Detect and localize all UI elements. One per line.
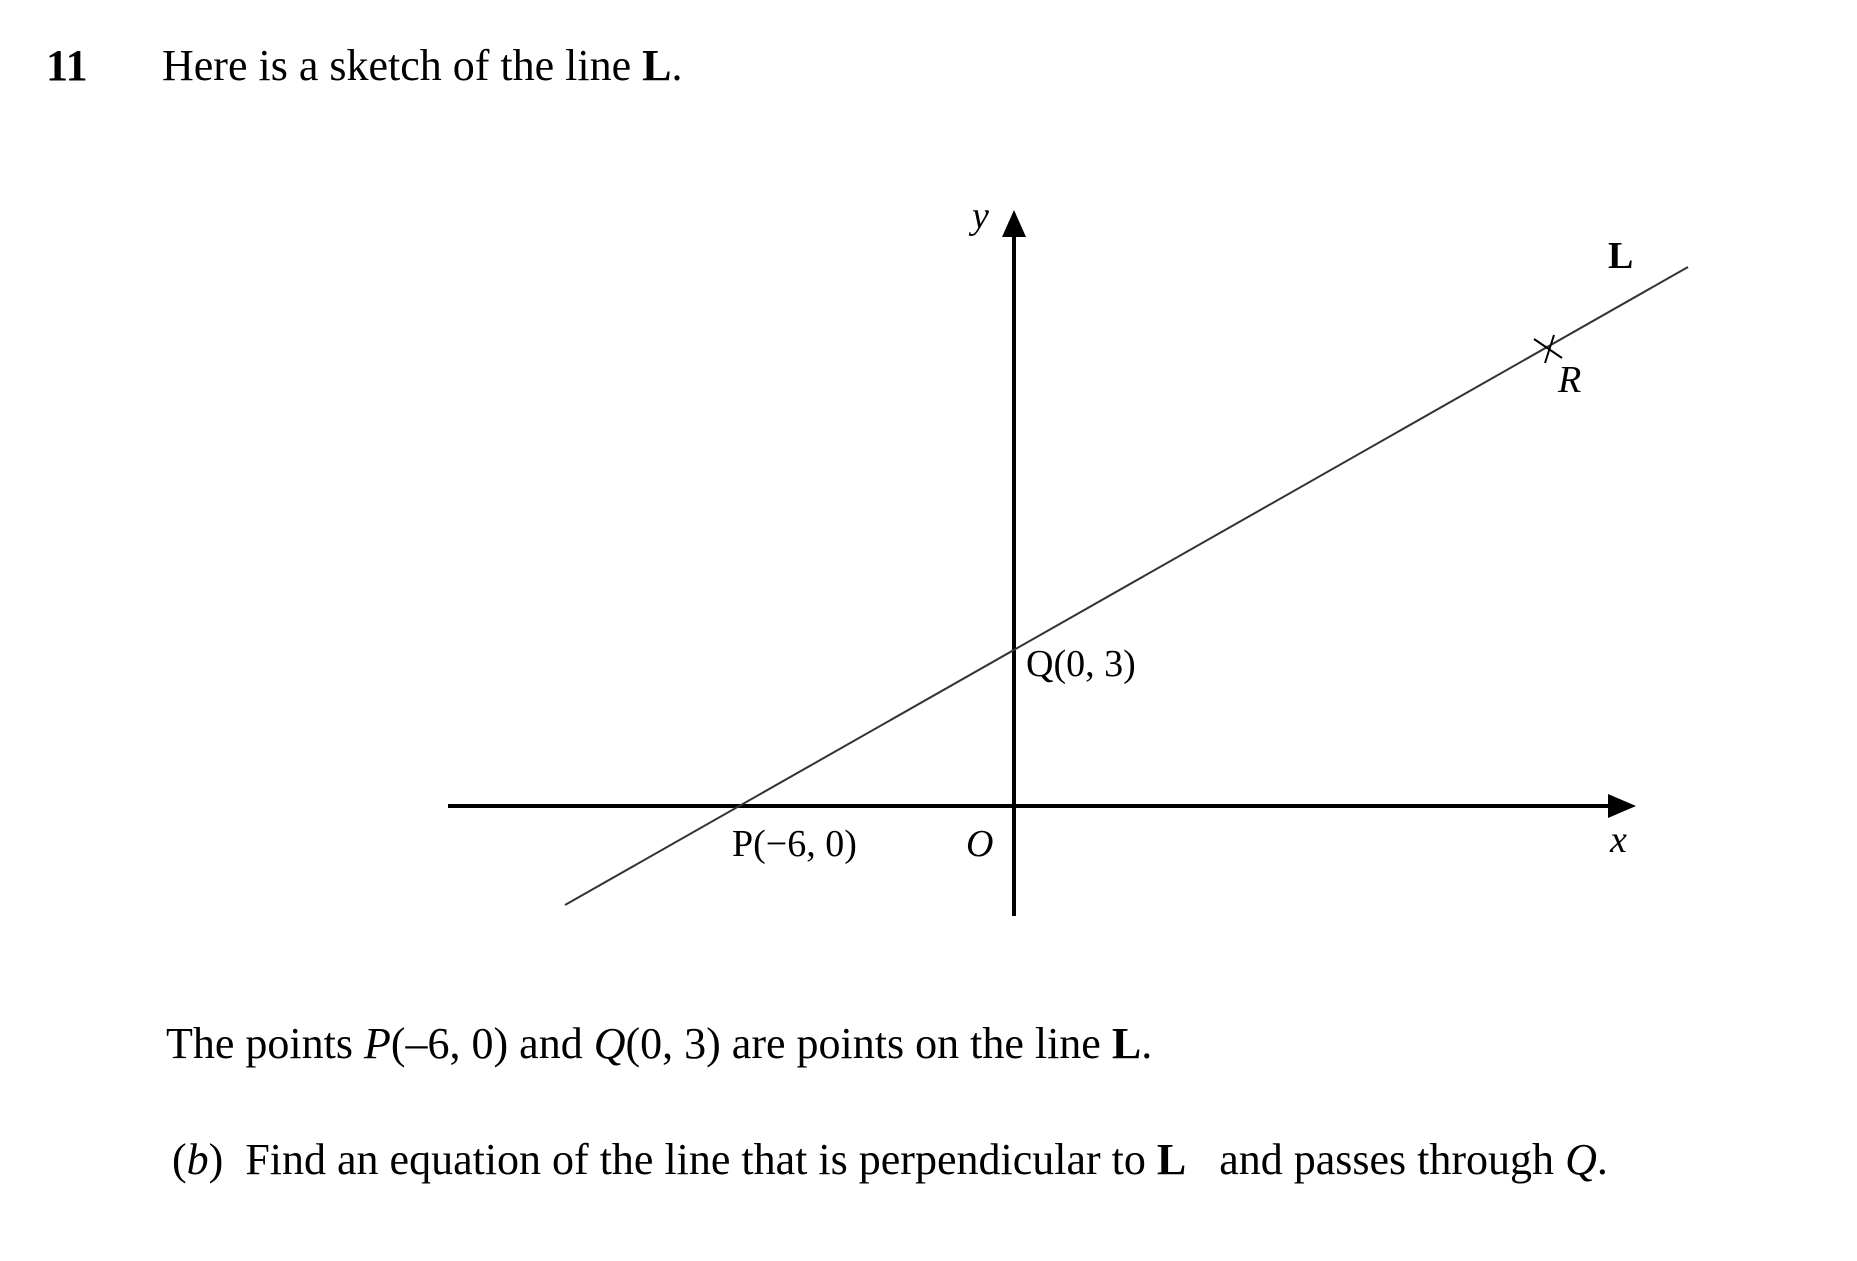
y-axis-label: y bbox=[972, 195, 989, 237]
x-axis-arrowhead bbox=[1608, 794, 1636, 818]
info-text-1: The points bbox=[166, 1019, 364, 1068]
info-point-p: P bbox=[363, 1019, 391, 1068]
info-text-4: . bbox=[1141, 1019, 1153, 1068]
info-text-3: (0, 3) are points on the line bbox=[625, 1019, 1112, 1068]
line-l bbox=[565, 267, 1688, 905]
given-points-statement bbox=[166, 1019, 1153, 1068]
part-b-text-1: Find an equation of the line that is perpendicular to bbox=[223, 1135, 1157, 1184]
part-b-close: ) bbox=[208, 1135, 224, 1184]
part-b-open: ( bbox=[172, 1135, 187, 1184]
stem-line-name: L bbox=[642, 41, 672, 90]
stem-prefix: Here is a sketch of the line bbox=[162, 41, 643, 90]
question-number: 11 bbox=[46, 41, 88, 90]
part-b-text-2: and passes through bbox=[1186, 1135, 1566, 1184]
part-b-text-3: . bbox=[1596, 1135, 1608, 1184]
line-l-label: L bbox=[1608, 235, 1634, 277]
origin-label: O bbox=[966, 823, 994, 865]
point-p-label: P(−6, 0) bbox=[732, 823, 857, 865]
info-line-name: L bbox=[1111, 1019, 1142, 1068]
part-b-question bbox=[172, 1135, 1608, 1184]
part-b-line-name: L bbox=[1156, 1135, 1187, 1184]
stem-suffix: . bbox=[671, 41, 683, 90]
x-axis-label: x bbox=[1610, 819, 1627, 861]
info-text-2: (–6, 0) and bbox=[390, 1019, 594, 1068]
point-r-label: R bbox=[1558, 359, 1582, 401]
point-q-label: Q(0, 3) bbox=[1026, 643, 1136, 685]
info-point-q: Q bbox=[593, 1019, 626, 1068]
y-axis-arrowhead bbox=[1002, 210, 1026, 237]
part-b-point-q: Q bbox=[1565, 1135, 1597, 1184]
part-b-letter: b bbox=[186, 1135, 209, 1184]
